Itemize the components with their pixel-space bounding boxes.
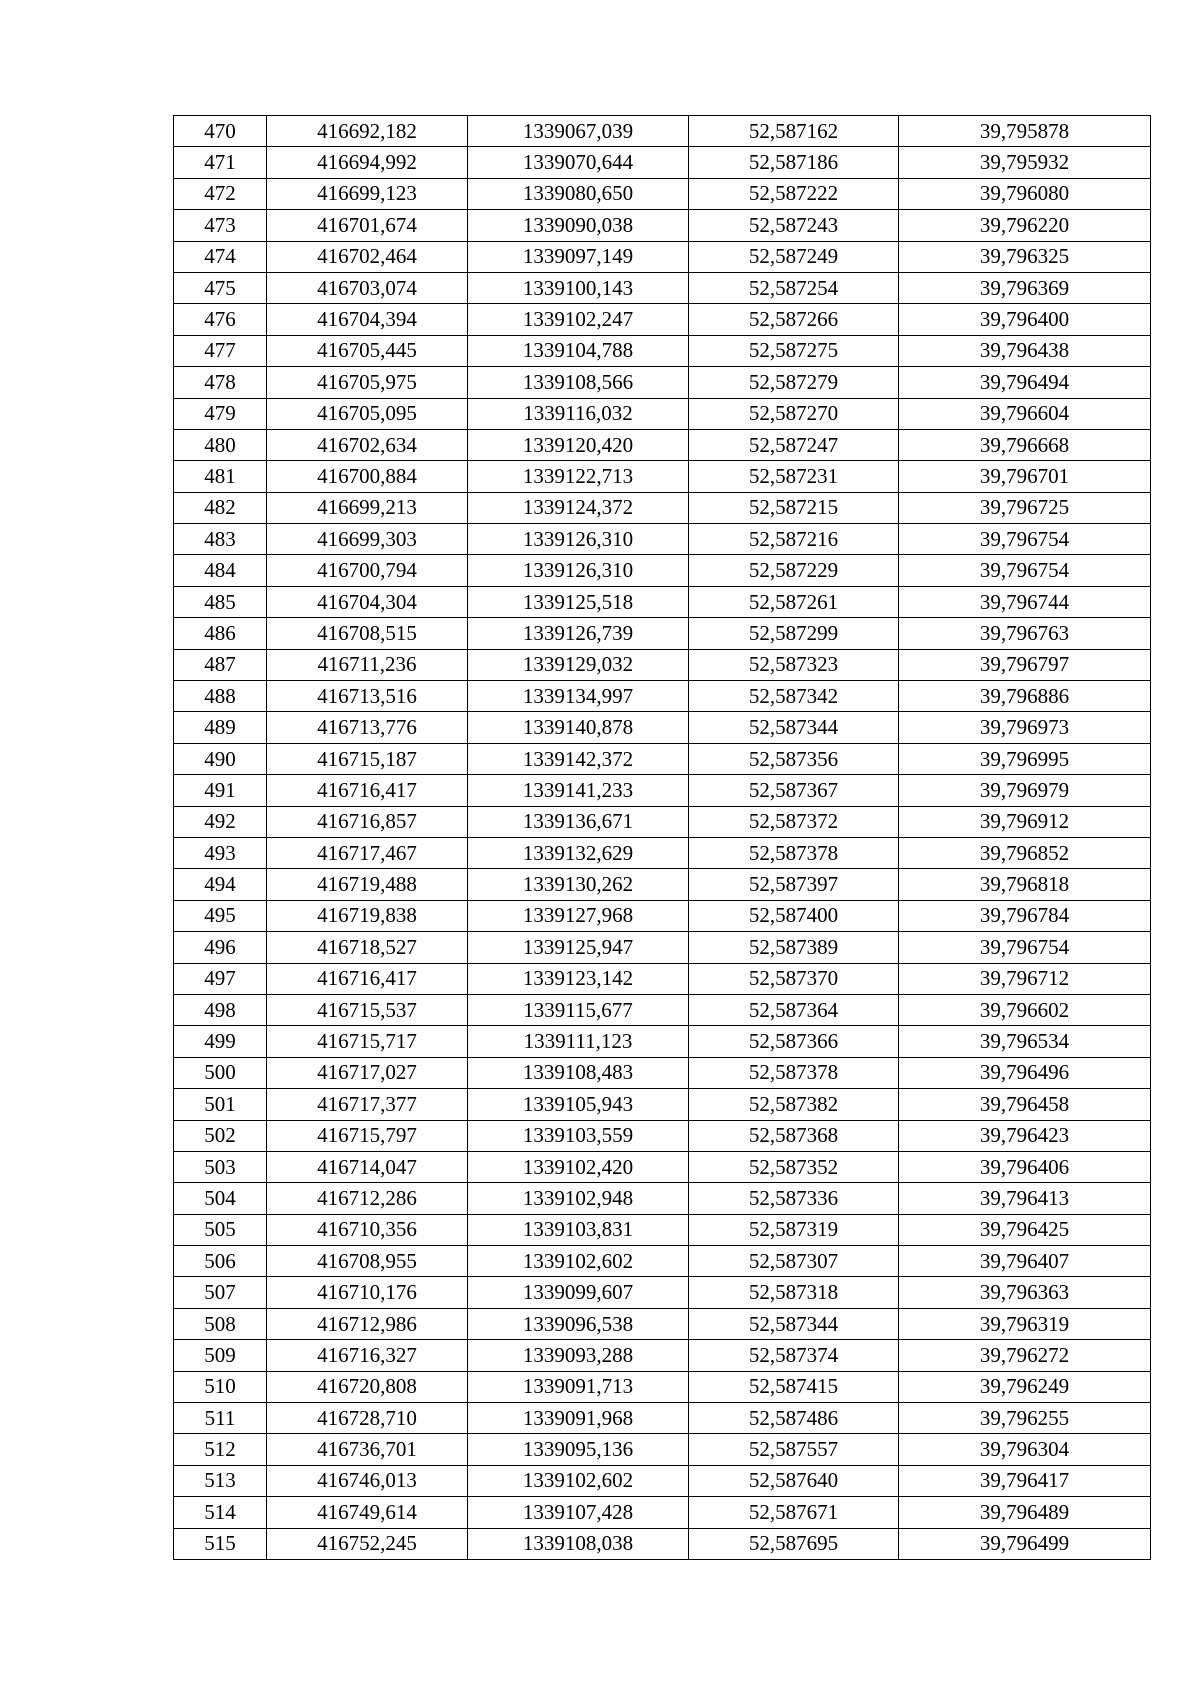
x-coordinate-cell: 416708,515: [267, 618, 468, 649]
x-coordinate-cell: 416717,377: [267, 1089, 468, 1120]
y-coordinate-cell: 1339108,566: [468, 367, 689, 398]
longitude-cell: 39,796886: [899, 681, 1151, 712]
table-row: [174, 398, 1151, 429]
table-row: [174, 1089, 1151, 1120]
latitude-cell: 52,587231: [689, 461, 899, 492]
table-row: [174, 586, 1151, 617]
y-coordinate-cell: 1339105,943: [468, 1089, 689, 1120]
table-row: [174, 178, 1151, 209]
point-number-cell: 505: [174, 1214, 267, 1245]
latitude-cell: 52,587162: [689, 116, 899, 147]
point-number-cell: 475: [174, 272, 267, 303]
longitude-cell: 39,796784: [899, 900, 1151, 931]
table-row: [174, 367, 1151, 398]
x-coordinate-cell: 416718,527: [267, 932, 468, 963]
longitude-cell: 39,796852: [899, 837, 1151, 868]
longitude-cell: 39,796272: [899, 1340, 1151, 1371]
y-coordinate-cell: 1339070,644: [468, 147, 689, 178]
point-number-cell: 480: [174, 429, 267, 460]
table-row: [174, 900, 1151, 931]
longitude-cell: 39,796797: [899, 649, 1151, 680]
longitude-cell: 39,796304: [899, 1434, 1151, 1465]
x-coordinate-cell: 416712,986: [267, 1308, 468, 1339]
longitude-cell: 39,796458: [899, 1089, 1151, 1120]
longitude-cell: 39,796249: [899, 1371, 1151, 1402]
point-number-cell: 510: [174, 1371, 267, 1402]
table-row: [174, 429, 1151, 460]
longitude-cell: 39,796489: [899, 1497, 1151, 1528]
latitude-cell: 52,587247: [689, 429, 899, 460]
x-coordinate-cell: 416714,047: [267, 1151, 468, 1182]
y-coordinate-cell: 1339116,032: [468, 398, 689, 429]
point-number-cell: 490: [174, 743, 267, 774]
point-number-cell: 497: [174, 963, 267, 994]
latitude-cell: 52,587486: [689, 1403, 899, 1434]
point-number-cell: 515: [174, 1528, 267, 1559]
point-number-cell: 486: [174, 618, 267, 649]
coordinates-table-body: [174, 116, 1151, 1560]
point-number-cell: 484: [174, 555, 267, 586]
point-number-cell: 481: [174, 461, 267, 492]
y-coordinate-cell: 1339100,143: [468, 272, 689, 303]
table-row: [174, 1246, 1151, 1277]
coordinates-table: [173, 115, 1151, 1560]
table-row: [174, 1057, 1151, 1088]
longitude-cell: 39,796413: [899, 1183, 1151, 1214]
table-row: [174, 1497, 1151, 1528]
x-coordinate-cell: 416700,884: [267, 461, 468, 492]
latitude-cell: 52,587374: [689, 1340, 899, 1371]
table-row: [174, 712, 1151, 743]
x-coordinate-cell: 416720,808: [267, 1371, 468, 1402]
longitude-cell: 39,796369: [899, 272, 1151, 303]
point-number-cell: 476: [174, 304, 267, 335]
latitude-cell: 52,587367: [689, 775, 899, 806]
x-coordinate-cell: 416716,417: [267, 775, 468, 806]
latitude-cell: 52,587336: [689, 1183, 899, 1214]
longitude-cell: 39,796712: [899, 963, 1151, 994]
x-coordinate-cell: 416749,614: [267, 1497, 468, 1528]
longitude-cell: 39,796979: [899, 775, 1151, 806]
x-coordinate-cell: 416699,123: [267, 178, 468, 209]
latitude-cell: 52,587372: [689, 806, 899, 837]
x-coordinate-cell: 416752,245: [267, 1528, 468, 1559]
x-coordinate-cell: 416704,304: [267, 586, 468, 617]
y-coordinate-cell: 1339108,038: [468, 1528, 689, 1559]
table-row: [174, 492, 1151, 523]
longitude-cell: 39,796912: [899, 806, 1151, 837]
x-coordinate-cell: 416704,394: [267, 304, 468, 335]
x-coordinate-cell: 416700,794: [267, 555, 468, 586]
table-row: [174, 1528, 1151, 1559]
longitude-cell: 39,796417: [899, 1465, 1151, 1496]
y-coordinate-cell: 1339102,602: [468, 1465, 689, 1496]
longitude-cell: 39,796220: [899, 210, 1151, 241]
x-coordinate-cell: 416711,236: [267, 649, 468, 680]
y-coordinate-cell: 1339102,247: [468, 304, 689, 335]
y-coordinate-cell: 1339091,713: [468, 1371, 689, 1402]
point-number-cell: 514: [174, 1497, 267, 1528]
table-row: [174, 1183, 1151, 1214]
table-row: [174, 461, 1151, 492]
y-coordinate-cell: 1339126,739: [468, 618, 689, 649]
latitude-cell: 52,587695: [689, 1528, 899, 1559]
y-coordinate-cell: 1339107,428: [468, 1497, 689, 1528]
table-row: [174, 1340, 1151, 1371]
y-coordinate-cell: 1339126,310: [468, 524, 689, 555]
longitude-cell: 39,796425: [899, 1214, 1151, 1245]
x-coordinate-cell: 416705,445: [267, 335, 468, 366]
y-coordinate-cell: 1339099,607: [468, 1277, 689, 1308]
point-number-cell: 482: [174, 492, 267, 523]
latitude-cell: 52,587275: [689, 335, 899, 366]
y-coordinate-cell: 1339125,518: [468, 586, 689, 617]
point-number-cell: 498: [174, 994, 267, 1025]
longitude-cell: 39,796701: [899, 461, 1151, 492]
point-number-cell: 493: [174, 837, 267, 868]
table-row: [174, 304, 1151, 335]
y-coordinate-cell: 1339080,650: [468, 178, 689, 209]
y-coordinate-cell: 1339102,420: [468, 1151, 689, 1182]
latitude-cell: 52,587382: [689, 1089, 899, 1120]
y-coordinate-cell: 1339124,372: [468, 492, 689, 523]
point-number-cell: 487: [174, 649, 267, 680]
y-coordinate-cell: 1339096,538: [468, 1308, 689, 1339]
point-number-cell: 499: [174, 1026, 267, 1057]
latitude-cell: 52,587366: [689, 1026, 899, 1057]
table-row: [174, 335, 1151, 366]
x-coordinate-cell: 416712,286: [267, 1183, 468, 1214]
point-number-cell: 488: [174, 681, 267, 712]
point-number-cell: 512: [174, 1434, 267, 1465]
latitude-cell: 52,587389: [689, 932, 899, 963]
x-coordinate-cell: 416746,013: [267, 1465, 468, 1496]
x-coordinate-cell: 416719,488: [267, 869, 468, 900]
point-number-cell: 504: [174, 1183, 267, 1214]
latitude-cell: 52,587307: [689, 1246, 899, 1277]
y-coordinate-cell: 1339130,262: [468, 869, 689, 900]
y-coordinate-cell: 1339097,149: [468, 241, 689, 272]
latitude-cell: 52,587318: [689, 1277, 899, 1308]
latitude-cell: 52,587342: [689, 681, 899, 712]
latitude-cell: 52,587186: [689, 147, 899, 178]
x-coordinate-cell: 416702,464: [267, 241, 468, 272]
point-number-cell: 500: [174, 1057, 267, 1088]
table-row: [174, 210, 1151, 241]
x-coordinate-cell: 416701,674: [267, 210, 468, 241]
longitude-cell: 39,796496: [899, 1057, 1151, 1088]
table-row: [174, 1026, 1151, 1057]
point-number-cell: 470: [174, 116, 267, 147]
latitude-cell: 52,587222: [689, 178, 899, 209]
point-number-cell: 492: [174, 806, 267, 837]
longitude-cell: 39,796754: [899, 555, 1151, 586]
y-coordinate-cell: 1339125,947: [468, 932, 689, 963]
longitude-cell: 39,796423: [899, 1120, 1151, 1151]
latitude-cell: 52,587400: [689, 900, 899, 931]
table-row: [174, 806, 1151, 837]
latitude-cell: 52,587344: [689, 712, 899, 743]
latitude-cell: 52,587378: [689, 837, 899, 868]
longitude-cell: 39,796604: [899, 398, 1151, 429]
x-coordinate-cell: 416692,182: [267, 116, 468, 147]
point-number-cell: 491: [174, 775, 267, 806]
latitude-cell: 52,587344: [689, 1308, 899, 1339]
latitude-cell: 52,587378: [689, 1057, 899, 1088]
point-number-cell: 494: [174, 869, 267, 900]
latitude-cell: 52,587254: [689, 272, 899, 303]
x-coordinate-cell: 416715,537: [267, 994, 468, 1025]
table-row: [174, 1403, 1151, 1434]
point-number-cell: 478: [174, 367, 267, 398]
point-number-cell: 506: [174, 1246, 267, 1277]
latitude-cell: 52,587364: [689, 994, 899, 1025]
x-coordinate-cell: 416715,797: [267, 1120, 468, 1151]
table-row: [174, 272, 1151, 303]
table-row: [174, 555, 1151, 586]
latitude-cell: 52,587352: [689, 1151, 899, 1182]
x-coordinate-cell: 416705,975: [267, 367, 468, 398]
y-coordinate-cell: 1339102,602: [468, 1246, 689, 1277]
table-row: [174, 241, 1151, 272]
longitude-cell: 39,796818: [899, 869, 1151, 900]
point-number-cell: 479: [174, 398, 267, 429]
y-coordinate-cell: 1339127,968: [468, 900, 689, 931]
y-coordinate-cell: 1339126,310: [468, 555, 689, 586]
x-coordinate-cell: 416716,857: [267, 806, 468, 837]
point-number-cell: 473: [174, 210, 267, 241]
latitude-cell: 52,587323: [689, 649, 899, 680]
x-coordinate-cell: 416713,516: [267, 681, 468, 712]
table-row: [174, 1465, 1151, 1496]
longitude-cell: 39,796602: [899, 994, 1151, 1025]
table-row: [174, 681, 1151, 712]
table-row: [174, 116, 1151, 147]
x-coordinate-cell: 416717,027: [267, 1057, 468, 1088]
point-number-cell: 483: [174, 524, 267, 555]
longitude-cell: 39,796494: [899, 367, 1151, 398]
longitude-cell: 39,796400: [899, 304, 1151, 335]
table-row: [174, 837, 1151, 868]
point-number-cell: 471: [174, 147, 267, 178]
latitude-cell: 52,587261: [689, 586, 899, 617]
y-coordinate-cell: 1339095,136: [468, 1434, 689, 1465]
latitude-cell: 52,587368: [689, 1120, 899, 1151]
point-number-cell: 513: [174, 1465, 267, 1496]
y-coordinate-cell: 1339142,372: [468, 743, 689, 774]
y-coordinate-cell: 1339129,032: [468, 649, 689, 680]
table-row: [174, 1214, 1151, 1245]
y-coordinate-cell: 1339120,420: [468, 429, 689, 460]
table-row: [174, 1151, 1151, 1182]
y-coordinate-cell: 1339093,288: [468, 1340, 689, 1371]
table-row: [174, 743, 1151, 774]
y-coordinate-cell: 1339141,233: [468, 775, 689, 806]
y-coordinate-cell: 1339090,038: [468, 210, 689, 241]
point-number-cell: 495: [174, 900, 267, 931]
y-coordinate-cell: 1339123,142: [468, 963, 689, 994]
point-number-cell: 502: [174, 1120, 267, 1151]
longitude-cell: 39,796754: [899, 932, 1151, 963]
longitude-cell: 39,796080: [899, 178, 1151, 209]
y-coordinate-cell: 1339108,483: [468, 1057, 689, 1088]
point-number-cell: 501: [174, 1089, 267, 1120]
latitude-cell: 52,587640: [689, 1465, 899, 1496]
x-coordinate-cell: 416715,717: [267, 1026, 468, 1057]
point-number-cell: 474: [174, 241, 267, 272]
longitude-cell: 39,796255: [899, 1403, 1151, 1434]
table-row: [174, 963, 1151, 994]
y-coordinate-cell: 1339115,677: [468, 994, 689, 1025]
point-number-cell: 496: [174, 932, 267, 963]
y-coordinate-cell: 1339136,671: [468, 806, 689, 837]
longitude-cell: 39,796754: [899, 524, 1151, 555]
point-number-cell: 489: [174, 712, 267, 743]
x-coordinate-cell: 416710,176: [267, 1277, 468, 1308]
latitude-cell: 52,587229: [689, 555, 899, 586]
longitude-cell: 39,796973: [899, 712, 1151, 743]
latitude-cell: 52,587299: [689, 618, 899, 649]
x-coordinate-cell: 416715,187: [267, 743, 468, 774]
longitude-cell: 39,796763: [899, 618, 1151, 649]
longitude-cell: 39,796319: [899, 1308, 1151, 1339]
table-row: [174, 1120, 1151, 1151]
latitude-cell: 52,587356: [689, 743, 899, 774]
latitude-cell: 52,587215: [689, 492, 899, 523]
y-coordinate-cell: 1339067,039: [468, 116, 689, 147]
x-coordinate-cell: 416708,955: [267, 1246, 468, 1277]
x-coordinate-cell: 416694,992: [267, 147, 468, 178]
x-coordinate-cell: 416713,776: [267, 712, 468, 743]
y-coordinate-cell: 1339140,878: [468, 712, 689, 743]
point-number-cell: 472: [174, 178, 267, 209]
x-coordinate-cell: 416702,634: [267, 429, 468, 460]
y-coordinate-cell: 1339134,997: [468, 681, 689, 712]
longitude-cell: 39,795932: [899, 147, 1151, 178]
latitude-cell: 52,587270: [689, 398, 899, 429]
table-row: [174, 932, 1151, 963]
latitude-cell: 52,587671: [689, 1497, 899, 1528]
longitude-cell: 39,796725: [899, 492, 1151, 523]
longitude-cell: 39,796325: [899, 241, 1151, 272]
longitude-cell: 39,796744: [899, 586, 1151, 617]
x-coordinate-cell: 416728,710: [267, 1403, 468, 1434]
latitude-cell: 52,587370: [689, 963, 899, 994]
point-number-cell: 511: [174, 1403, 267, 1434]
longitude-cell: 39,796499: [899, 1528, 1151, 1559]
point-number-cell: 485: [174, 586, 267, 617]
longitude-cell: 39,796668: [899, 429, 1151, 460]
y-coordinate-cell: 1339103,831: [468, 1214, 689, 1245]
longitude-cell: 39,796407: [899, 1246, 1151, 1277]
point-number-cell: 508: [174, 1308, 267, 1339]
latitude-cell: 52,587249: [689, 241, 899, 272]
table-row: [174, 649, 1151, 680]
table-row: [174, 524, 1151, 555]
latitude-cell: 52,587397: [689, 869, 899, 900]
point-number-cell: 507: [174, 1277, 267, 1308]
table-row: [174, 1277, 1151, 1308]
table-row: [174, 994, 1151, 1025]
y-coordinate-cell: 1339102,948: [468, 1183, 689, 1214]
table-row: [174, 1371, 1151, 1402]
longitude-cell: 39,796534: [899, 1026, 1151, 1057]
latitude-cell: 52,587216: [689, 524, 899, 555]
y-coordinate-cell: 1339103,559: [468, 1120, 689, 1151]
x-coordinate-cell: 416710,356: [267, 1214, 468, 1245]
y-coordinate-cell: 1339122,713: [468, 461, 689, 492]
table-row: [174, 147, 1151, 178]
table-row: [174, 618, 1151, 649]
x-coordinate-cell: 416716,417: [267, 963, 468, 994]
x-coordinate-cell: 416705,095: [267, 398, 468, 429]
latitude-cell: 52,587557: [689, 1434, 899, 1465]
latitude-cell: 52,587279: [689, 367, 899, 398]
y-coordinate-cell: 1339132,629: [468, 837, 689, 868]
longitude-cell: 39,795878: [899, 116, 1151, 147]
point-number-cell: 509: [174, 1340, 267, 1371]
y-coordinate-cell: 1339104,788: [468, 335, 689, 366]
latitude-cell: 52,587415: [689, 1371, 899, 1402]
point-number-cell: 477: [174, 335, 267, 366]
longitude-cell: 39,796438: [899, 335, 1151, 366]
x-coordinate-cell: 416699,303: [267, 524, 468, 555]
point-number-cell: 503: [174, 1151, 267, 1182]
x-coordinate-cell: 416716,327: [267, 1340, 468, 1371]
x-coordinate-cell: 416703,074: [267, 272, 468, 303]
longitude-cell: 39,796363: [899, 1277, 1151, 1308]
x-coordinate-cell: 416717,467: [267, 837, 468, 868]
y-coordinate-cell: 1339091,968: [468, 1403, 689, 1434]
longitude-cell: 39,796406: [899, 1151, 1151, 1182]
table-row: [174, 869, 1151, 900]
x-coordinate-cell: 416719,838: [267, 900, 468, 931]
table-row: [174, 1308, 1151, 1339]
latitude-cell: 52,587319: [689, 1214, 899, 1245]
x-coordinate-cell: 416699,213: [267, 492, 468, 523]
latitude-cell: 52,587266: [689, 304, 899, 335]
latitude-cell: 52,587243: [689, 210, 899, 241]
table-row: [174, 775, 1151, 806]
x-coordinate-cell: 416736,701: [267, 1434, 468, 1465]
longitude-cell: 39,796995: [899, 743, 1151, 774]
y-coordinate-cell: 1339111,123: [468, 1026, 689, 1057]
table-row: [174, 1434, 1151, 1465]
